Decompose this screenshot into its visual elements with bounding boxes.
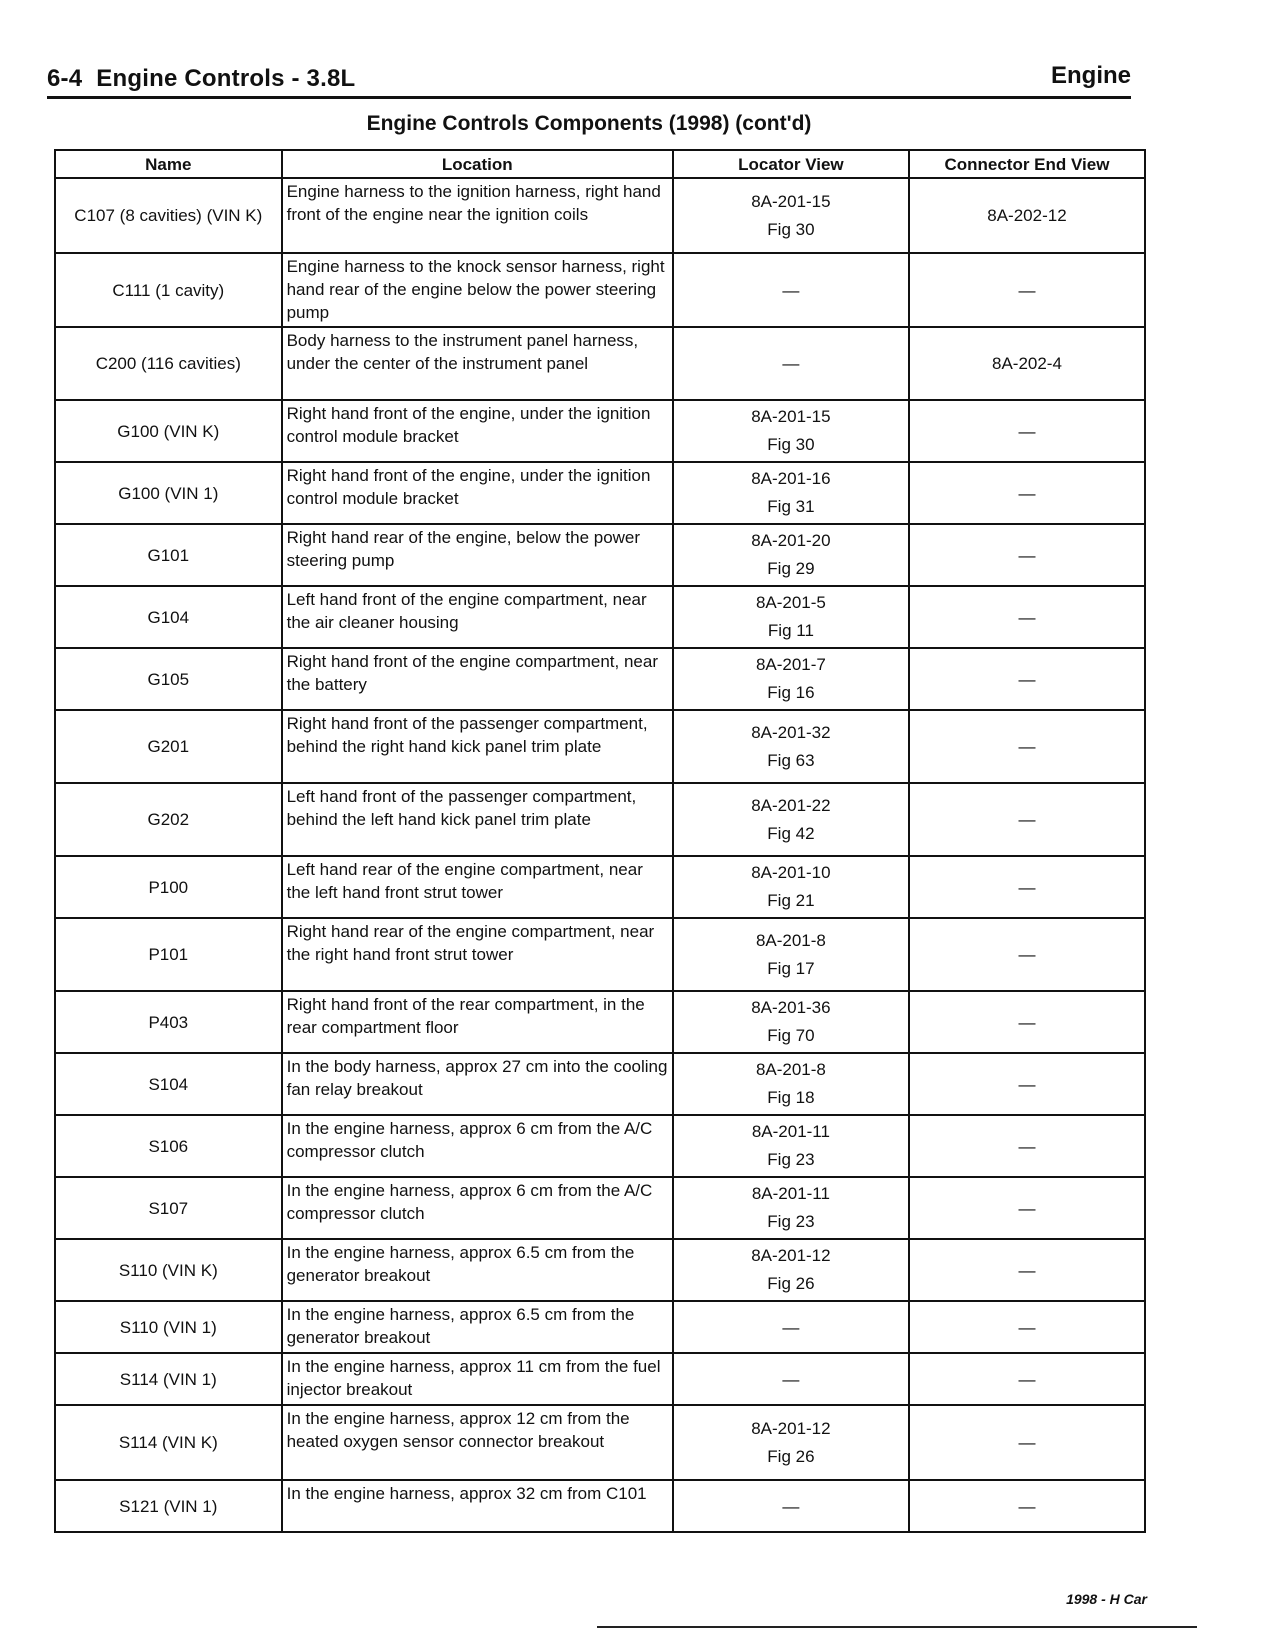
locator-figure: Fig 30 <box>767 435 815 454</box>
component-name: G100 (VIN 1) <box>55 462 282 524</box>
column-header-connector-end-view: Connector End View <box>909 150 1145 178</box>
table-row <box>55 991 1145 1053</box>
locator-code: 8A-201-16 <box>751 469 831 488</box>
connector-end-view: — <box>909 1353 1145 1405</box>
connector-end-view: — <box>909 710 1145 783</box>
locator-figure: Fig 30 <box>767 219 815 239</box>
locator-view <box>673 1405 909 1480</box>
locator-view <box>673 1053 909 1115</box>
component-location: Right hand front of the rear compartment, in the rear compartment floor <box>282 991 673 1053</box>
page-footer: 1998 - H Car <box>1066 1591 1147 1607</box>
connector-end-view: — <box>909 1239 1145 1301</box>
component-location: In the engine harness, approx 6 cm from the A/C compressor clutch <box>282 1177 673 1239</box>
connector-end-view: — <box>909 524 1145 586</box>
component-name: S110 (VIN K) <box>55 1239 282 1301</box>
locator-code: 8A-201-8 <box>755 1060 826 1079</box>
locator-code: 8A-201-32 <box>751 722 831 742</box>
locator-code: — <box>782 280 800 300</box>
component-location: Engine harness to the knock sensor harness, right hand rear of the engine below the power steering pump <box>282 253 673 327</box>
component-name: S110 (VIN 1) <box>55 1301 282 1353</box>
locator-figure: Fig 23 <box>767 1212 815 1231</box>
connector-end-view: — <box>909 918 1145 991</box>
locator-code: 8A-201-7 <box>755 655 826 674</box>
connector-end-view: — <box>909 856 1145 918</box>
locator-view <box>673 253 909 327</box>
connector-end-view: — <box>909 648 1145 710</box>
connector-end-view: — <box>909 1480 1145 1532</box>
locator-code: 8A-201-12 <box>751 1418 831 1438</box>
component-location: Left hand rear of the engine compartment, near the left hand front strut tower <box>282 856 673 918</box>
locator-figure: Fig 17 <box>767 958 815 978</box>
locator-view <box>673 462 909 524</box>
table-row <box>55 1115 1145 1177</box>
locator-code: 8A-201-22 <box>751 795 831 815</box>
locator-code: 8A-201-20 <box>751 531 831 550</box>
table-row <box>55 1480 1145 1532</box>
locator-figure: Fig 18 <box>767 1088 815 1107</box>
locator-view <box>673 1177 909 1239</box>
connector-end-view: — <box>909 253 1145 327</box>
component-location: Left hand front of the engine compartment, near the air cleaner housing <box>282 586 673 648</box>
connector-end-view: — <box>909 1053 1145 1115</box>
locator-view <box>673 1353 909 1405</box>
locator-figure: Fig 70 <box>767 1026 815 1045</box>
locator-figure: Fig 31 <box>767 497 815 516</box>
locator-code: — <box>782 1369 800 1389</box>
table-row <box>55 400 1145 462</box>
component-location: Body harness to the instrument panel harness, under the center of the instrument panel <box>282 327 673 400</box>
locator-view <box>673 327 909 400</box>
locator-figure: Fig 63 <box>767 750 815 770</box>
column-header-locator-view: Locator View <box>673 150 909 178</box>
table-title: Engine Controls Components (1998) (cont'd) <box>366 112 812 135</box>
component-location: Right hand front of the engine compartment, near the battery <box>282 648 673 710</box>
component-location: Right hand rear of the engine compartment, near the right hand front strut tower <box>282 918 673 991</box>
connector-end-view: — <box>909 1405 1145 1480</box>
locator-view <box>673 1239 909 1301</box>
component-location: Engine harness to the ignition harness, right hand front of the engine near the ignition coils <box>282 178 673 253</box>
locator-view <box>673 710 909 783</box>
table-row <box>55 1239 1145 1301</box>
locator-view <box>673 783 909 856</box>
component-name: S114 (VIN 1) <box>55 1353 282 1405</box>
component-name: C107 (8 cavities) (VIN K) <box>55 178 282 253</box>
locator-code: 8A-201-5 <box>755 593 826 612</box>
table-row <box>55 462 1145 524</box>
locator-code: 8A-201-11 <box>751 1122 830 1141</box>
locator-code: 8A-201-15 <box>751 191 831 211</box>
component-location: Left hand front of the passenger compartment, behind the left hand kick panel trim plate <box>282 783 673 856</box>
component-location: Right hand front of the engine, under the ignition control module bracket <box>282 400 673 462</box>
locator-code: 8A-201-11 <box>751 1184 830 1203</box>
locator-view <box>673 991 909 1053</box>
table-row <box>55 918 1145 991</box>
connector-end-view: — <box>909 586 1145 648</box>
component-name: P100 <box>55 856 282 918</box>
connector-end-view: — <box>909 1115 1145 1177</box>
locator-code: — <box>782 1317 800 1337</box>
locator-view <box>673 1480 909 1532</box>
table-row <box>55 1053 1145 1115</box>
locator-code: — <box>782 1496 800 1516</box>
component-name: C200 (116 cavities) <box>55 327 282 400</box>
connector-end-view: 8A-202-12 <box>909 178 1145 253</box>
table-row <box>55 856 1145 918</box>
locator-view <box>673 524 909 586</box>
component-name: G201 <box>55 710 282 783</box>
locator-view <box>673 586 909 648</box>
section-number: 6-4 <box>47 65 83 92</box>
locator-figure: Fig 11 <box>767 621 814 640</box>
locator-figure: Fig 26 <box>767 1274 815 1293</box>
component-name: S114 (VIN K) <box>55 1405 282 1480</box>
table-row <box>55 253 1145 327</box>
component-location: In the engine harness, approx 6.5 cm from the generator breakout <box>282 1239 673 1301</box>
connector-end-view: — <box>909 400 1145 462</box>
component-name: P101 <box>55 918 282 991</box>
component-name: S121 (VIN 1) <box>55 1480 282 1532</box>
table-body <box>55 178 1145 1532</box>
connector-end-view: — <box>909 1301 1145 1353</box>
component-name: G202 <box>55 783 282 856</box>
table-row <box>55 783 1145 856</box>
locator-figure: Fig 21 <box>767 891 815 910</box>
connector-end-view: — <box>909 462 1145 524</box>
chapter-title: Engine Controls - 3.8L <box>96 65 356 92</box>
component-name: C111 (1 cavity) <box>55 253 282 327</box>
component-name: G105 <box>55 648 282 710</box>
locator-code: — <box>782 354 800 373</box>
component-location: In the engine harness, approx 32 cm from C101 <box>282 1480 673 1532</box>
connector-end-view: — <box>909 991 1145 1053</box>
page-heading <box>47 65 355 93</box>
connector-end-view: — <box>909 1177 1145 1239</box>
table-row <box>55 586 1145 648</box>
table-row <box>55 178 1145 253</box>
page-header <box>47 60 1131 99</box>
locator-code: 8A-201-12 <box>751 1246 831 1265</box>
connector-end-view: 8A-202-4 <box>909 327 1145 400</box>
component-location: In the engine harness, approx 6 cm from the A/C compressor clutch <box>282 1115 673 1177</box>
component-name: G100 (VIN K) <box>55 400 282 462</box>
component-name: G104 <box>55 586 282 648</box>
connector-end-view: — <box>909 783 1145 856</box>
bottom-rule <box>597 1626 1197 1628</box>
component-name: S107 <box>55 1177 282 1239</box>
column-header-location: Location <box>282 150 673 178</box>
locator-figure: Fig 16 <box>767 683 815 702</box>
table-row <box>55 1177 1145 1239</box>
locator-view <box>673 1301 909 1353</box>
component-location: In the engine harness, approx 6.5 cm from the generator breakout <box>282 1301 673 1353</box>
table-row <box>55 327 1145 400</box>
component-location: Right hand front of the passenger compartment, behind the right hand kick panel trim plate <box>282 710 673 783</box>
components-table <box>54 149 1146 1533</box>
component-name: G101 <box>55 524 282 586</box>
component-name: S106 <box>55 1115 282 1177</box>
locator-figure: Fig 26 <box>767 1446 815 1466</box>
section-label: Engine <box>1050 62 1131 89</box>
table-row <box>55 1353 1145 1405</box>
locator-code: 8A-201-36 <box>751 998 831 1017</box>
locator-view <box>673 648 909 710</box>
component-location: In the body harness, approx 27 cm into the cooling fan relay breakout <box>282 1053 673 1115</box>
component-name: S104 <box>55 1053 282 1115</box>
table-header-row <box>55 150 1145 178</box>
locator-figure: Fig 42 <box>767 823 815 843</box>
table-row <box>55 1405 1145 1480</box>
component-location: Right hand rear of the engine, below the power steering pump <box>282 524 673 586</box>
table-row <box>55 648 1145 710</box>
table-row <box>55 710 1145 783</box>
locator-code: 8A-201-15 <box>751 407 831 426</box>
column-header-name: Name <box>55 150 282 178</box>
component-location: Right hand front of the engine, under the ignition control module bracket <box>282 462 673 524</box>
locator-view <box>673 856 909 918</box>
component-location: In the engine harness, approx 11 cm from the fuel injector breakout <box>282 1353 673 1405</box>
component-location: In the engine harness, approx 12 cm from the heated oxygen sensor connector breakout <box>282 1405 673 1480</box>
locator-code: 8A-201-8 <box>755 930 826 950</box>
locator-figure: Fig 29 <box>767 559 815 578</box>
table-row <box>55 524 1145 586</box>
locator-view <box>673 178 909 253</box>
locator-view <box>673 1115 909 1177</box>
locator-view <box>673 918 909 991</box>
table-row <box>55 1301 1145 1353</box>
locator-figure: Fig 23 <box>767 1150 815 1169</box>
locator-code: 8A-201-10 <box>751 863 831 882</box>
component-name: P403 <box>55 991 282 1053</box>
locator-view <box>673 400 909 462</box>
